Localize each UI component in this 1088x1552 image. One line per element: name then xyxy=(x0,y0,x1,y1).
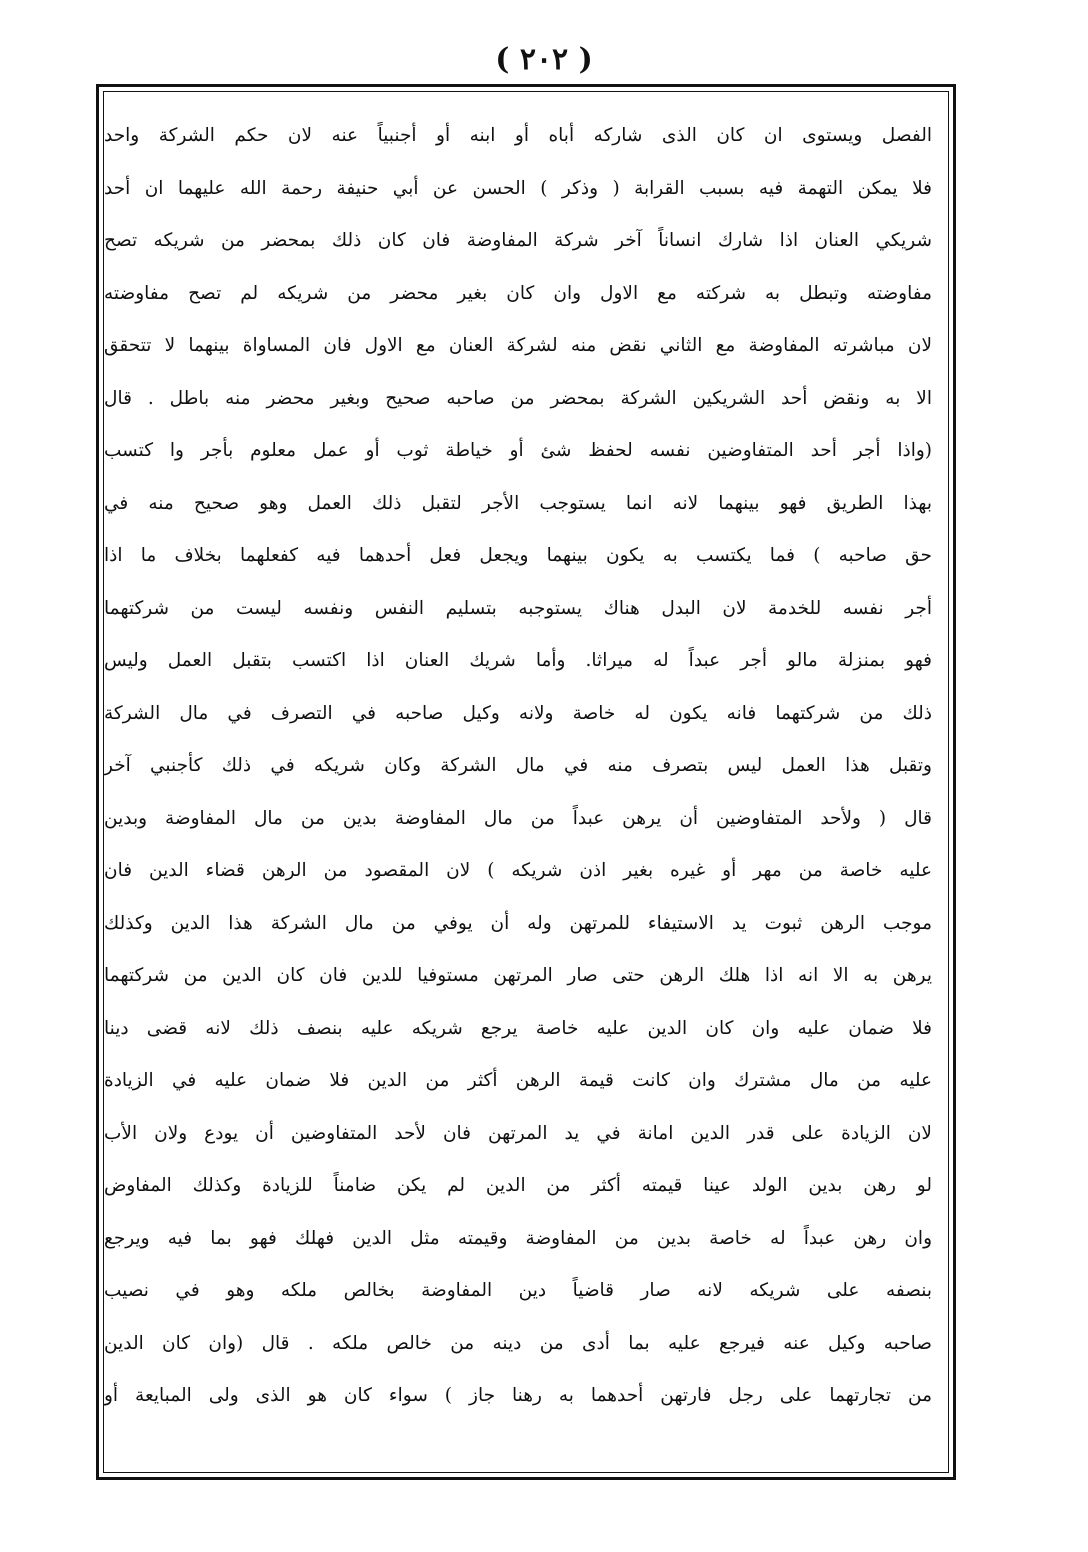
text-line: (واذا أجر أحد المتفاوضين نفسه لحفظ شئ أو خياطة ثوب أو عمل معلوم بأجر وا كتسب xyxy=(104,440,932,461)
text-line: لان مباشرته المفاوضة مع الثاني نقض منه لشركة العنان مع الاول فان المساواة بينهما لا تتحقق xyxy=(104,335,932,356)
text-line: من تجارتهما على رجل فارتهن أحدهما به رهنا جاز ) سواء كان هو الذى ولى المبايعة أو xyxy=(104,1385,932,1406)
text-line: ذلك من شركتهما فانه يكون له خاصة ولانه وكيل صاحبه في التصرف في مال الشركة xyxy=(104,702,932,724)
text-line: يرهن به الا انه اذا هلك الرهن حتى صار المرتهن مستوفيا للدين فان كان الدين من شركتهما xyxy=(104,965,932,986)
text-line: موجب الرهن ثبوت يد الاستيفاء للمرتهن وله أن يوفي من مال الشركة هذا الدين وكذلك xyxy=(104,912,932,934)
text-line: حق صاحبه ) فما يكتسب به يكون بينهما ويجعل فعل أحدهما فيه كفعلهما بخلاف ما اذا xyxy=(104,545,932,566)
text-line: عليه من مال مشترك وان كانت قيمة الرهن أكثر من الدين فلا ضمان عليه في الزيادة xyxy=(104,1070,932,1091)
text-line: فلا ضمان عليه وان كان الدين عليه خاصة يرجع شريكه عليه بنصف ذلك لانه قضى دينا xyxy=(104,1017,932,1039)
text-line: قال ( ولأحد المتفاوضين أن يرهن عبداً من مال المفاوضة بدين من مال المفاوضة وبدين xyxy=(104,807,932,829)
text-line: شريكي العنان اذا شارك انساناً آخر شركة المفاوضة فان كان ذلك بمحضر من شريكه تصح xyxy=(104,230,932,251)
text-line: وان رهن عبداً له خاصة بدين من المفاوضة وقيمته مثل الدين فهلك فهو بما فيه ويرجع xyxy=(104,1227,932,1249)
text-line: وتقبل هذا العمل ليس بتصرف منه في مال الشركة وكان شريكه في ذلك كأجنبي آخر xyxy=(104,755,932,776)
body-text xyxy=(104,110,932,1423)
text-line: لو رهن بدين الولد عينا قيمته أكثر من الدين لم يكن ضامناً للزيادة وكذلك المفاوض xyxy=(104,1175,932,1196)
text-line: صاحبه وكيل عنه فيرجع عليه بما أدى من دينه من خالص ملكه . قال (وان كان الدين xyxy=(104,1332,932,1354)
text-line: بنصفه على شريكه لانه صار قاضياً دين المفاوضة بخالص ملكه وهو في نصيب xyxy=(104,1280,932,1301)
text-line: لان الزيادة على قدر الدين امانة في يد المرتهن فان لأحد المتفاوضين أن يودع ولان الأب xyxy=(104,1122,932,1144)
text-line: عليه خاصة من مهر أو غيره بغير اذن شريكه ) لان المقصود من الرهن قضاء الدين فان xyxy=(104,860,932,881)
text-line: أجر نفسه للخدمة لان البدل هناك يستوجبه بتسليم النفس ونفسه ليست من شركتهما xyxy=(104,597,932,619)
text-line: فلا يمكن التهمة فيه بسبب القرابة ( وذكر ) الحسن عن أبي حنيفة رحمة الله عليهما ان أحد xyxy=(104,177,932,199)
text-line: فهو بمنزلة مالو أجر عبداً له ميراثا. وأما شريك العنان اذا اكتسب بتقبل العمل وليس xyxy=(104,650,932,671)
text-line: بهذا الطريق فهو بينهما لانه انما يستوجب الأجر لتقبل ذلك العمل وهو صحيح منه في xyxy=(104,492,932,514)
text-line: مفاوضته وتبطل به شركته مع الاول وان كان بغير محضر من شريكه لم تصح مفاوضته xyxy=(104,282,932,304)
page-number: ( ٢٠٢ ) xyxy=(495,42,593,77)
text-line: الا به ونقض أحد الشريكين الشركة بمحضر من صاحبه صحيح وبغير محضر منه باطل . قال xyxy=(104,387,932,409)
text-line: الفصل ويستوى ان كان الذى شاركه أباه أو ابنه أو أجنبياً عنه لان حكم الشركة واحد xyxy=(104,125,932,146)
